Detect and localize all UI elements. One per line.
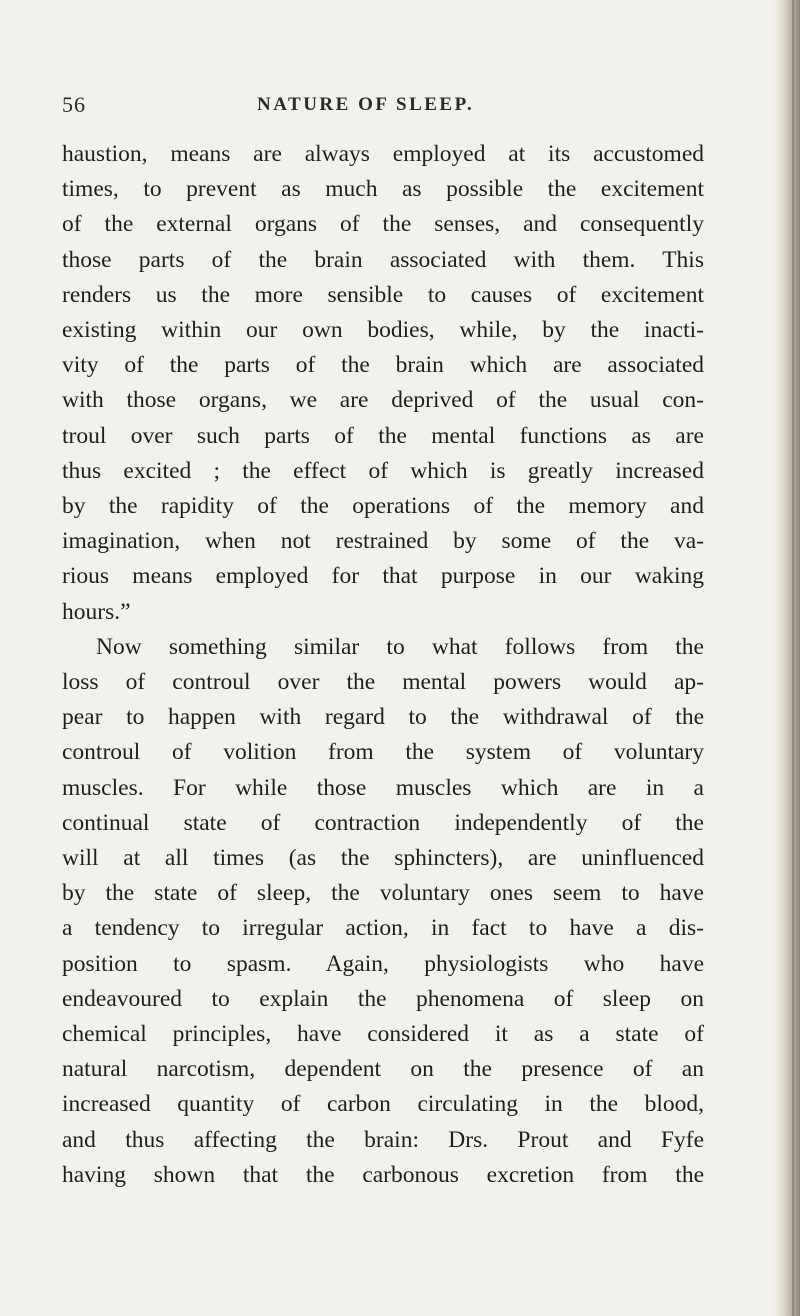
text-line: thus excited ; the effect of which is greatly increased — [62, 457, 704, 484]
text-line: those parts of the brain associated with them. This — [62, 246, 704, 273]
text-line: increased quantity of carbon circulating in the blood, — [62, 1091, 704, 1118]
text-line: continual state of contraction independently of the — [62, 809, 704, 836]
text-line: will at all times (as the sphincters), are uninfluenced — [62, 845, 704, 872]
text-line: a tendency to irregular action, in fact to have a dis- — [62, 915, 704, 942]
text-line: by the state of sleep, the voluntary ones seem to have — [62, 880, 704, 907]
text-line: vity of the parts of the brain which are associated — [62, 352, 704, 379]
text-line: hours.” — [62, 598, 131, 625]
text-line: with those organs, we are deprived of the usual con- — [62, 387, 704, 414]
text-line: muscles. For while those muscles which are in a — [62, 774, 704, 801]
text-line: chemical principles, have considered it as a state of — [62, 1021, 704, 1048]
text-line: haustion, means are always employed at its accustomed — [62, 141, 704, 167]
text-line: renders us the more sensible to causes of excitement — [62, 281, 704, 308]
text-line: rious means employed for that purpose in our waking — [62, 563, 704, 590]
text-line: position to spasm. Again, physiologists who have — [62, 950, 704, 977]
text-line: by the rapidity of the operations of the memory and — [62, 493, 704, 520]
page-number: 56 — [62, 92, 86, 117]
body-text — [62, 137, 704, 1193]
text-line: endeavoured to explain the phenomena of sleep on — [62, 985, 704, 1012]
text-line: controul of volition from the system of voluntary — [62, 739, 704, 766]
text-line: Now something similar to what follows from the — [96, 633, 704, 660]
text-line: pear to happen with regard to the withdrawal of the — [62, 704, 704, 731]
text-line: times, to prevent as much as possible the excitement — [62, 176, 704, 203]
page-gutter-shadow — [774, 0, 800, 1316]
running-header — [62, 92, 702, 132]
text-line: loss of controul over the mental powers would ap- — [62, 669, 704, 696]
running-title: NATURE OF SLEEP. — [257, 94, 475, 115]
text-line: and thus affecting the brain: Drs. Prout and Fyfe — [62, 1126, 704, 1153]
text-line: natural narcotism, dependent on the presence of an — [62, 1056, 704, 1083]
text-line: troul over such parts of the mental functions as are — [62, 422, 704, 449]
text-line: of the external organs of the senses, and consequently — [62, 211, 704, 238]
page-gutter-line — [792, 0, 794, 1316]
text-line: existing within our own bodies, while, by the inacti- — [62, 317, 704, 344]
text-line: imagination, when not restrained by some of the va- — [62, 528, 704, 555]
text-line: having shown that the carbonous excretion from the — [62, 1161, 704, 1188]
